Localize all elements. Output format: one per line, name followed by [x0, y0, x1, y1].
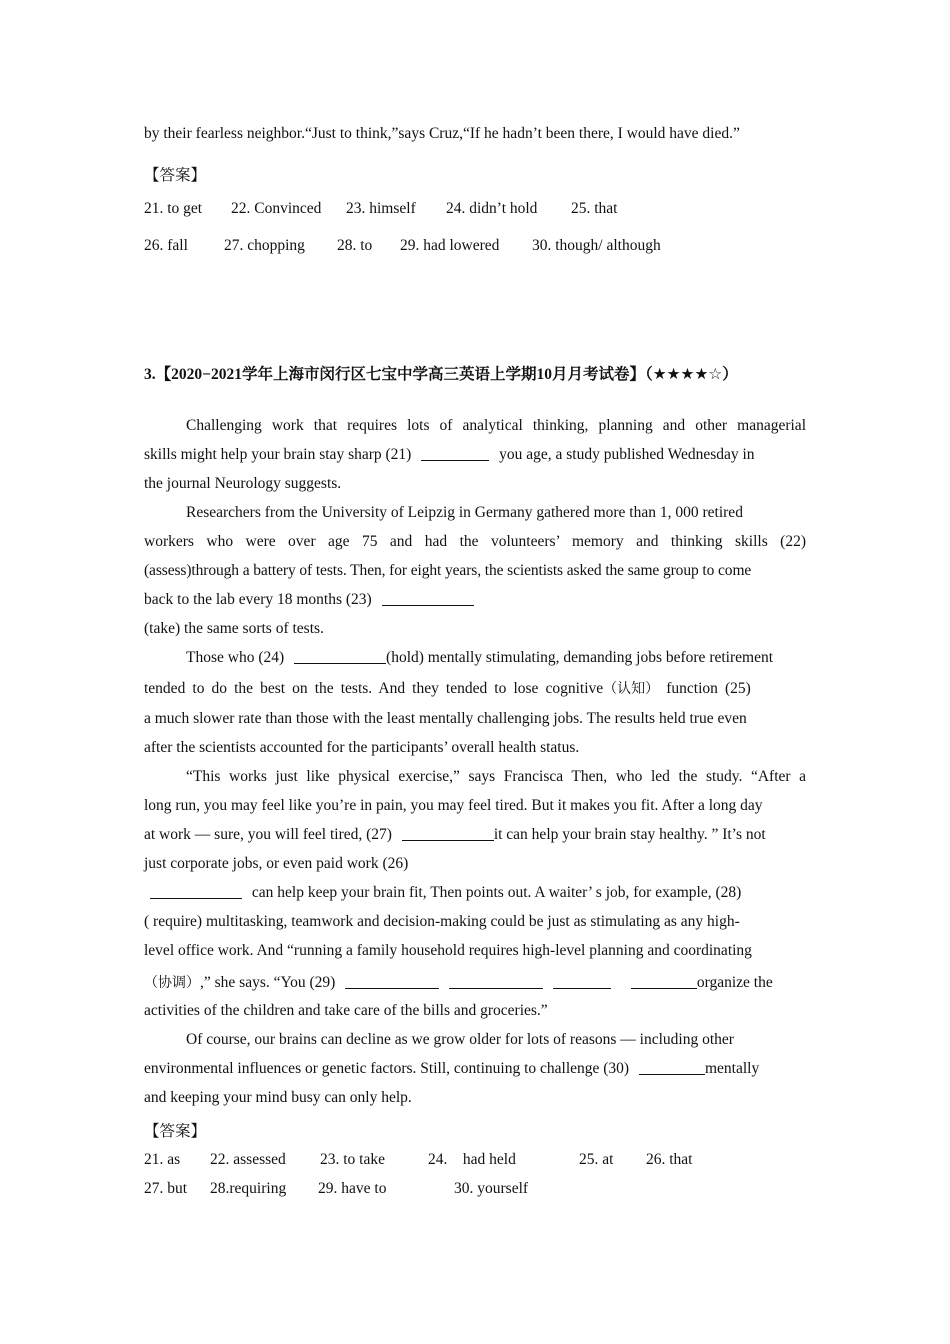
answer-item: 23. to take [320, 1151, 385, 1168]
text: mentally [704, 1060, 760, 1077]
answer-label: 【答案】 [144, 1123, 207, 1140]
answer-label-prev: 【答案】 [144, 167, 207, 184]
answer-item: 30. though/ although [532, 237, 661, 254]
section-heading [144, 362, 738, 384]
answer-item: 26. that [646, 1151, 693, 1168]
passage-line [144, 972, 773, 992]
passage-line: a much slower rate than those with the least mentally challenging jobs. The results held true even [144, 710, 747, 727]
answer-item: 26. fall [144, 237, 188, 254]
text: you age, a study published Wednesday in [499, 446, 755, 463]
passage-line: and keeping your mind busy can only help. [144, 1089, 412, 1106]
title-open-bracket: 【 [155, 366, 172, 383]
section-number: 3. [144, 366, 156, 383]
passage-line [144, 678, 751, 698]
blank-29c [553, 974, 611, 989]
text: at work — sure, you will feel tired, (27) [144, 826, 392, 843]
blank-29a [345, 974, 439, 989]
answer-item: 21. as [144, 1151, 181, 1168]
answer-item: 27. chopping [224, 237, 305, 254]
answer-item: 29. had lowered [400, 237, 500, 254]
answer-item: 27. but [144, 1180, 188, 1197]
blank-24 [294, 649, 386, 664]
answer-item: 30. yourself [454, 1180, 529, 1197]
text: organize the [696, 974, 773, 991]
passage-line: (assess)through a battery of tests. Then, for eight years, the scientists asked the same group to come [144, 562, 752, 579]
passage-line: level office work. And “running a family household requires high-level planning and coordinating [144, 942, 752, 959]
text: function (25) [666, 680, 751, 697]
answer-item: 25. at [579, 1151, 614, 1168]
text: back to the lab every 18 months (23) [144, 591, 372, 608]
passage-line: “This works just like physical exercise,” says Francisca Then, who led the study. “After a [186, 768, 806, 785]
answer-item: 25. that [571, 200, 618, 217]
title-year: 2020−2021 [171, 366, 242, 383]
text: ,” she says. “You (29) [200, 974, 336, 991]
title-tail: 月月考试卷】 [552, 365, 646, 383]
text: （认知） [603, 681, 660, 697]
passage-line [144, 826, 766, 844]
text: environmental influences or genetic factors. Still, continuing to challenge (30) [144, 1060, 630, 1077]
passage-line [186, 649, 773, 667]
passage-line: Researchers from the University of Leipzig in Germany gathered more than 1, 000 retired [186, 504, 743, 521]
answer-item: 24. didn’t hold [446, 200, 538, 217]
passage-line: long run, you may feel like you’re in pain, you may feel tired. But it makes you fit. After a long day [144, 797, 763, 814]
passage-line [144, 1060, 759, 1078]
answer-item: 22. assessed [210, 1151, 286, 1168]
text: can help keep your brain fit, Then points out. A waiter’ s job, for example, (28) [251, 884, 742, 901]
passage-line: activities of the children and take care of the bills and groceries.” [144, 1002, 548, 1019]
answer-item: 23. himself [346, 200, 416, 217]
passage-line: (take) the same sorts of tests. [144, 620, 324, 637]
blank-21 [421, 446, 489, 461]
passage-line: after the scientists accounted for the participants’ overall health status. [144, 739, 580, 756]
previous-passage-last-line: by their fearless neighbor.“Just to think,”says Cruz,“If he hadn’t been there, I would have died.” [144, 125, 740, 142]
passage-line: workers who were over age 75 and had the volunteers’ memory and thinking skills (22) [144, 533, 806, 550]
passage-line: Of course, our brains can decline as we grow older for lots of reasons — including other [186, 1031, 734, 1048]
blank-30 [639, 1060, 705, 1075]
blank-26 [150, 884, 242, 899]
blank-23 [382, 591, 474, 606]
text: (hold) mentally stimulating, demanding jobs before retirement [386, 649, 774, 666]
text: （协调） [144, 975, 200, 991]
passage-line: the journal Neurology suggests. [144, 475, 342, 492]
text: skills might help your brain stay sharp (21) [144, 446, 412, 463]
answer-item: 22. Convinced [231, 200, 322, 217]
text: it can help your brain stay healthy. ” It’s not [493, 826, 766, 843]
text: Those who (24) [186, 649, 285, 666]
blank-27 [402, 826, 494, 841]
answer-item: 28.requiring [210, 1180, 287, 1197]
passage-line [144, 591, 474, 609]
text: tended to do the best on the tests. And they tended to lose cognitive [144, 680, 604, 697]
difficulty-stars: （★★★★☆） [645, 365, 738, 383]
title-text: 学年上海市闵行区七宝中学高三英语上学期 [241, 365, 537, 383]
passage-line: ( require) multitasking, teamwork and decision-making could be just as stimulating as any high- [144, 913, 740, 930]
passage-line: just corporate jobs, or even paid work (26) [144, 855, 409, 872]
passage-line [144, 446, 755, 464]
answer-item: 21. to get [144, 200, 203, 217]
blank-29d [631, 974, 697, 989]
passage-line [144, 884, 741, 902]
answer-item: 24. had held [428, 1151, 516, 1168]
title-month: 10 [536, 366, 552, 383]
blank-29b [449, 974, 543, 989]
passage-line: Challenging work that requires lots of analytical thinking, planning and other managerial [186, 417, 806, 434]
answer-item: 28. to [337, 237, 373, 254]
answer-item: 29. have to [318, 1180, 387, 1197]
